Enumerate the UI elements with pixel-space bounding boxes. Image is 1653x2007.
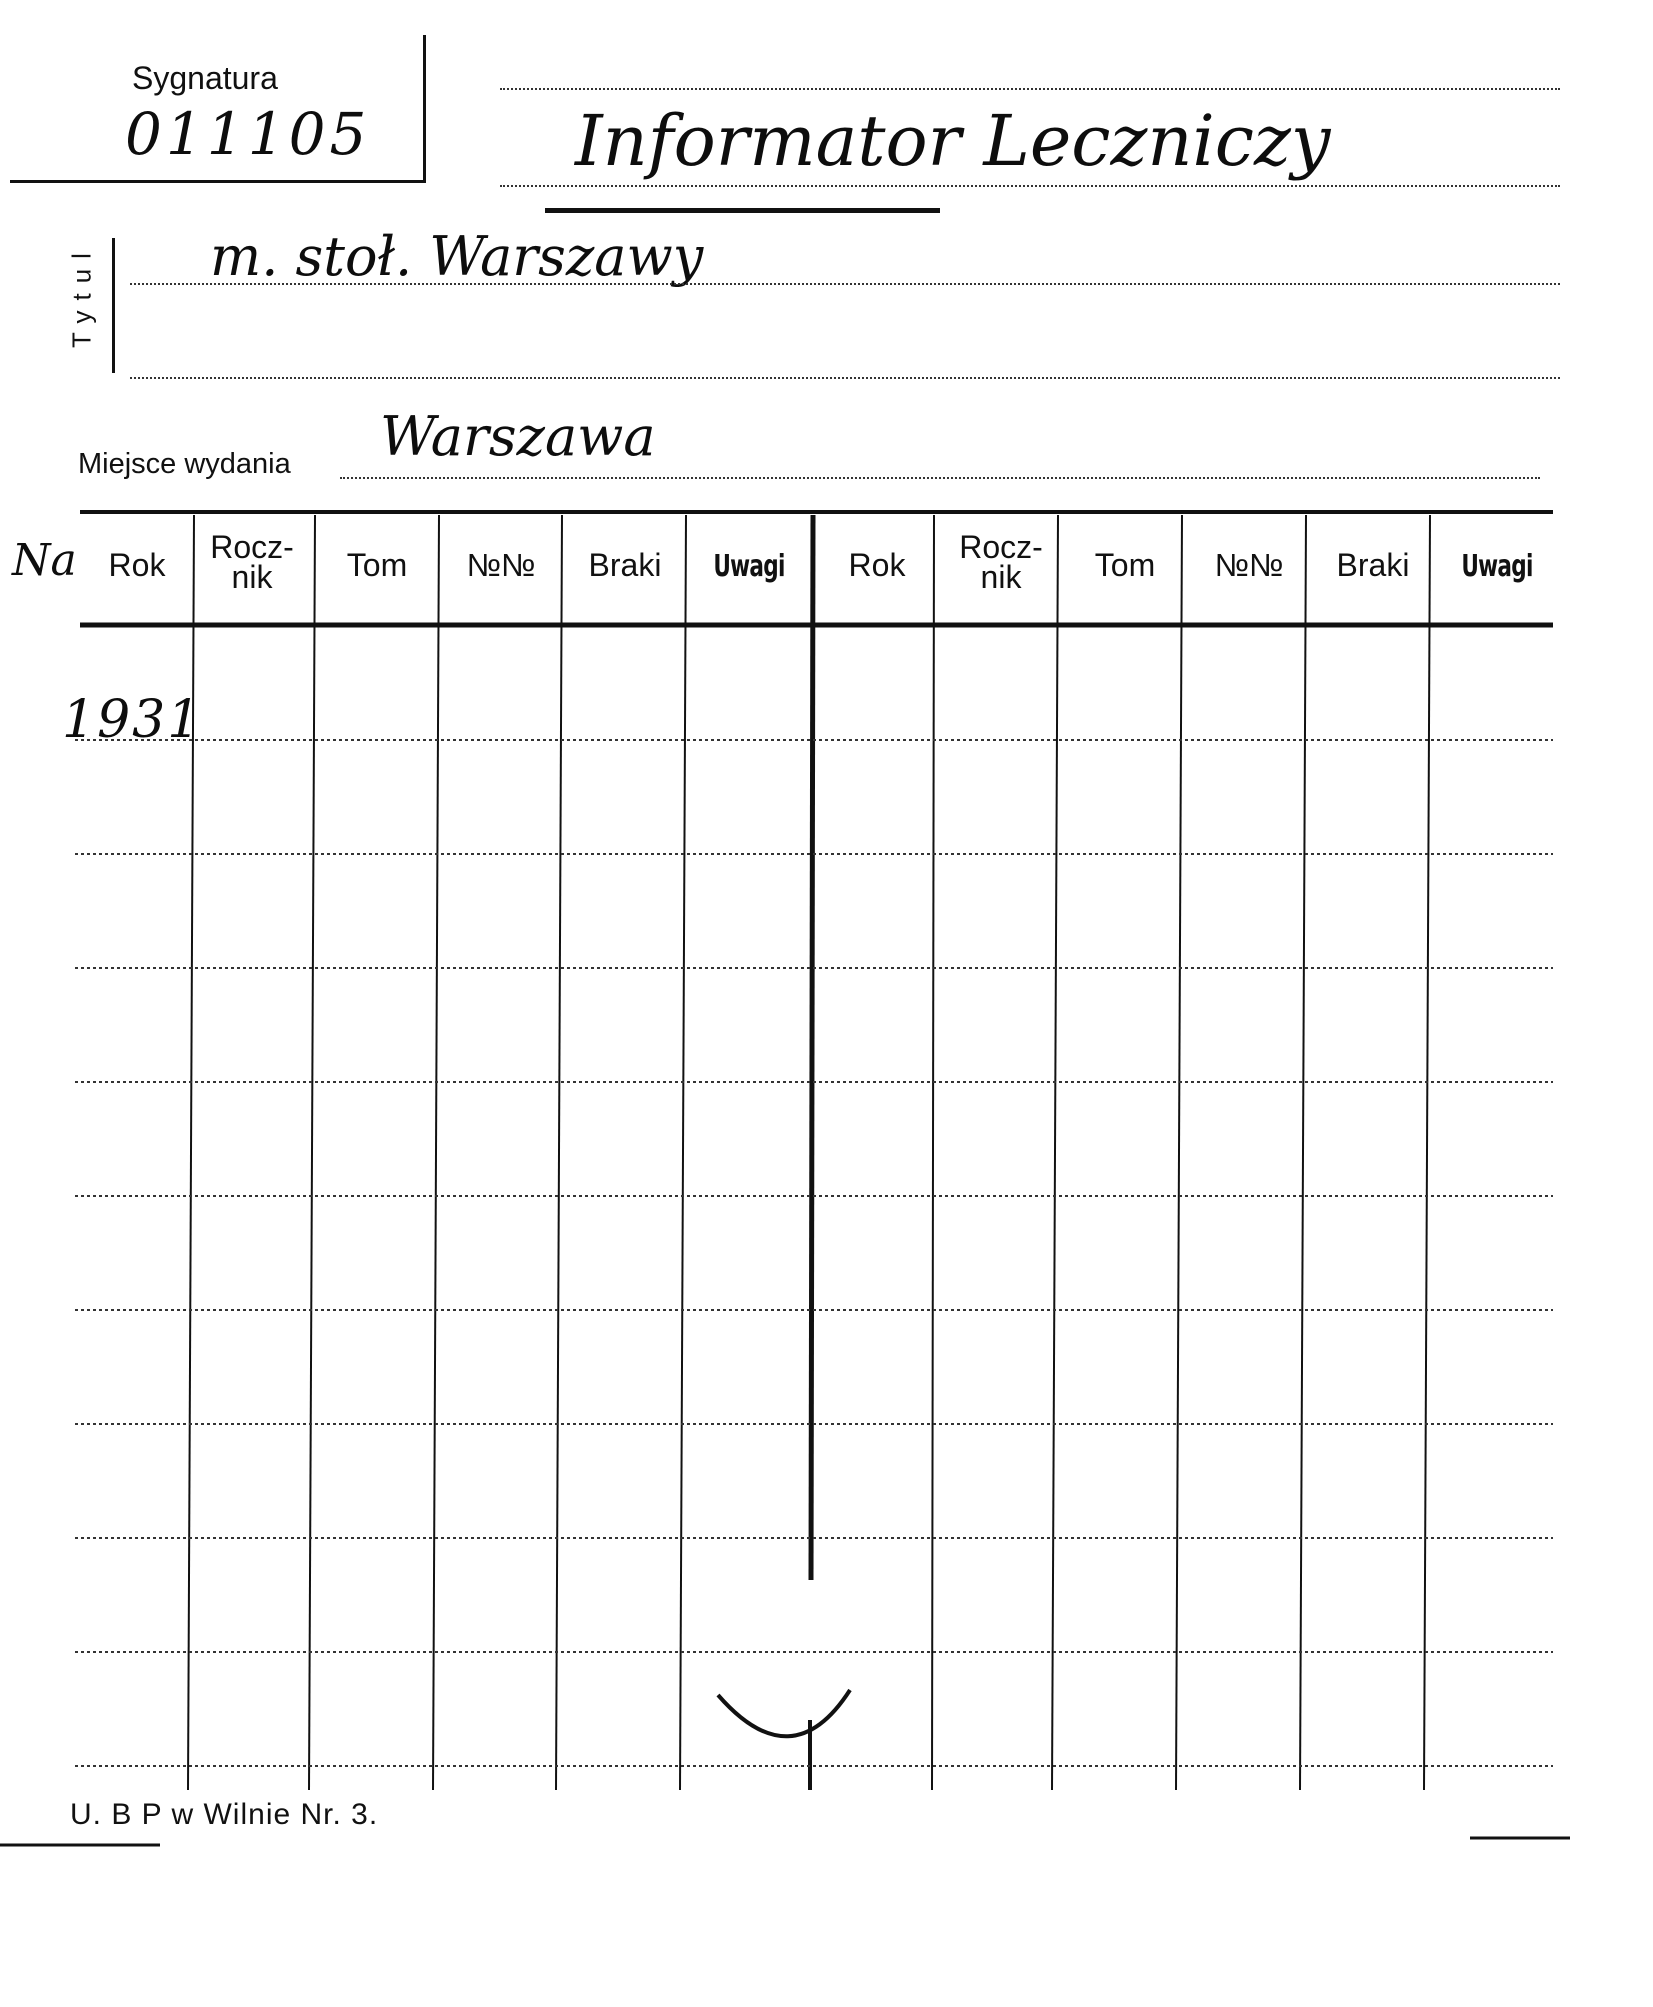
header-rok-2: Rok [848,547,906,583]
column-line-6 [1052,515,1058,1790]
punch-hole [718,1690,850,1736]
column-line-9 [1424,515,1430,1790]
header-uwagi-2: Uwagi [1461,549,1533,584]
header-braki: Braki [588,547,662,583]
header-numery-2: №№ [1214,547,1284,583]
column-line-2 [309,515,315,1790]
column-line-3 [433,515,439,1790]
header-numery: №№ [466,547,536,583]
center-divider [811,515,813,1580]
place-value: Warszawa [380,405,656,468]
header-tom: Tom [346,547,408,583]
column-line-7 [1176,515,1182,1790]
signature-label: Sygnatura [132,60,278,96]
column-line-right-rocznik [932,515,934,1790]
header-rok: Rok [108,547,166,583]
footer-printer: U. B P w Wilnie Nr. 3. [70,1798,379,1831]
table-cell-rok-row1: 1931 [62,690,203,750]
title-handwritten: Informator Leczniczy [575,100,1331,182]
header-rocznik-2: Rocz- nik [959,529,1043,595]
header-rocznik: Rocz- nik [210,529,294,595]
table-vertical-lines [188,515,1430,1790]
column-line-8 [1300,515,1306,1790]
signature-value: 011105 [125,100,371,168]
title-side-label: Tytul [66,243,97,348]
na-label: Na [12,535,77,586]
title-line2-handwritten: m. stoł. Warszawy [210,225,704,288]
column-line-5 [680,515,686,1790]
place-label: Miejsce wydania [78,448,291,480]
header-uwagi: Uwagi [713,549,785,584]
header-tom-2: Tom [1094,547,1156,583]
header-braki-2: Braki [1336,547,1410,583]
column-line-4 [556,515,562,1790]
